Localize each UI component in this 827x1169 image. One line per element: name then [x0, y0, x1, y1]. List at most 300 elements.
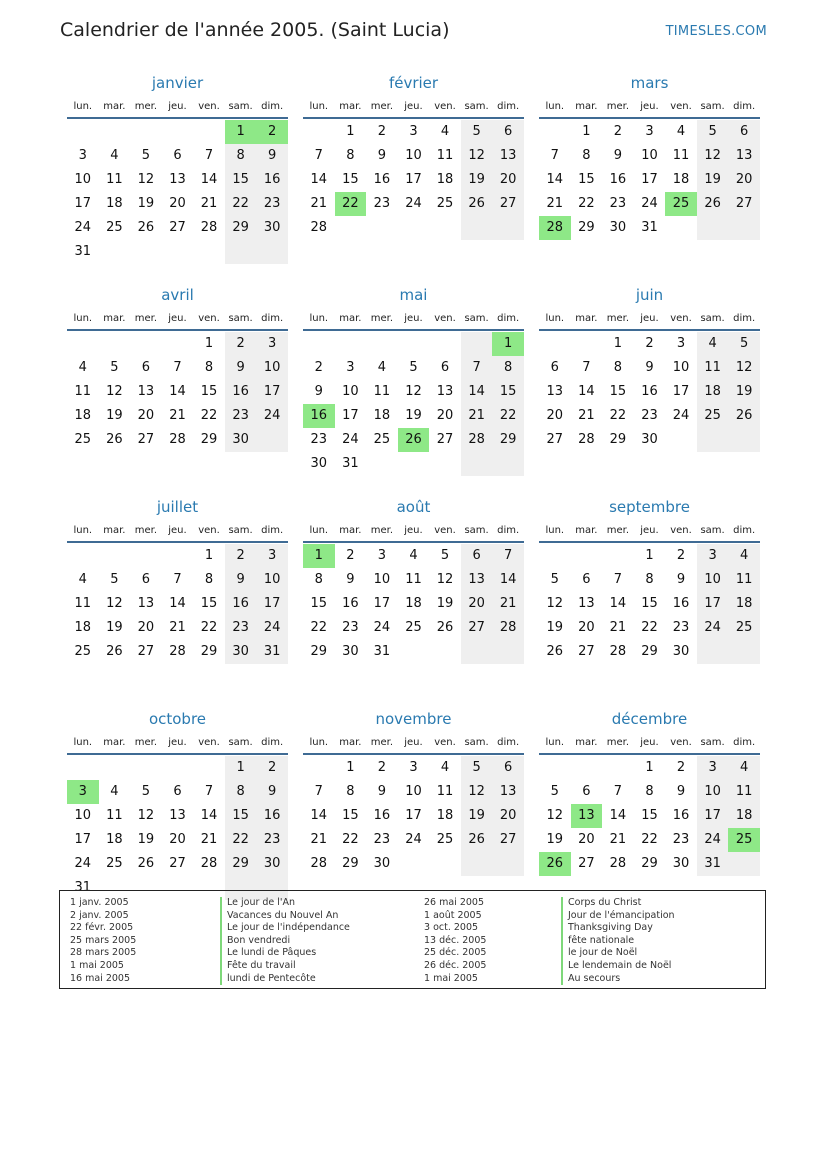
day: 20 [169, 196, 186, 211]
day: 11 [436, 148, 454, 163]
weekend-day: 24 [697, 616, 729, 640]
weekday-label: jeu. [168, 101, 187, 112]
weekend-day: 29 [492, 428, 524, 452]
day: 10 [672, 360, 690, 375]
weekend-day: 10 [256, 568, 288, 592]
day: 5 [110, 572, 119, 587]
day: 29 [578, 220, 595, 235]
legend-entry: Le lundi de Pâques [220, 947, 424, 960]
day: 15 [310, 596, 328, 611]
day: 22 [609, 408, 627, 423]
weekday-header [67, 520, 288, 543]
weekday-label: mar. [575, 737, 598, 748]
legend-names-right [561, 897, 761, 988]
holiday-day: 3 [67, 780, 99, 804]
empty-cell [162, 120, 194, 144]
weekend-day: 13 [461, 568, 493, 592]
day: 22 [200, 620, 218, 635]
day: 7 [613, 784, 623, 799]
site-link[interactable]: TIMESLES.COM [665, 24, 767, 39]
weekday-label: mar. [339, 737, 362, 748]
day: 2 [377, 760, 387, 775]
day: 5 [440, 548, 450, 563]
day: 4 [78, 572, 87, 587]
weekend-day: 4 [728, 756, 760, 780]
empty-cell [398, 640, 430, 664]
weekday-label: jeu. [640, 737, 659, 748]
day: 4 [377, 360, 387, 375]
days-grid [67, 756, 288, 900]
weekday-label: sam. [228, 737, 253, 748]
weekend-day: 2 [225, 544, 257, 568]
day: 23 [373, 196, 391, 211]
holiday-day: 28 [539, 216, 571, 240]
weekday-header [539, 732, 760, 755]
day: 16 [373, 808, 391, 823]
weekend-day: 21 [461, 404, 493, 428]
day: 21 [578, 408, 595, 423]
day: 21 [546, 196, 564, 211]
day: 22 [342, 832, 359, 847]
legend-entry: Jour de l'émancipation [561, 910, 761, 923]
legend-entry: 1 janv. 2005 [70, 897, 129, 908]
day: 14 [609, 596, 627, 611]
month-name: décembre [611, 710, 688, 728]
weekday-label: lun. [309, 525, 329, 536]
day: 2 [346, 548, 355, 563]
empty-cell [728, 852, 760, 876]
weekend-day: 17 [256, 380, 288, 404]
weekday-label: jeu. [404, 101, 423, 112]
weekend-day: 5 [728, 332, 760, 356]
day: 24 [641, 196, 658, 211]
empty-cell [162, 332, 194, 356]
day: 22 [641, 620, 658, 635]
empty-cell [130, 756, 162, 780]
day: 1 [645, 548, 654, 563]
empty-cell [602, 544, 634, 568]
weekday-label: dim. [261, 525, 284, 536]
empty-cell [99, 544, 131, 568]
day: 26 [137, 220, 155, 235]
month-name: février [388, 74, 439, 92]
day: 27 [137, 432, 155, 447]
month-name: mars [630, 74, 669, 92]
day: 7 [204, 148, 214, 163]
day: 11 [373, 384, 391, 399]
empty-cell [256, 240, 288, 264]
weekend-day: 27 [492, 828, 524, 852]
day: 18 [436, 808, 454, 823]
empty-cell [571, 756, 603, 780]
empty-cell [429, 452, 461, 476]
weekday-label: sam. [700, 525, 725, 536]
empty-cell [335, 216, 367, 240]
weekend-day: 26 [728, 404, 760, 428]
day: 23 [373, 832, 391, 847]
weekend-day: 22 [225, 828, 257, 852]
weekday-label: lun. [545, 313, 565, 324]
day: 8 [314, 572, 323, 587]
month-juin [539, 282, 760, 494]
empty-cell [162, 240, 194, 264]
empty-cell [461, 216, 493, 240]
weekday-label: sam. [464, 525, 489, 536]
day: 26 [546, 644, 564, 659]
legend-entry: Bon vendredi [220, 935, 424, 948]
day: 12 [546, 596, 564, 611]
month-septembre [539, 494, 760, 706]
weekday-label: lun. [545, 525, 565, 536]
day: 24 [373, 620, 391, 635]
empty-cell [429, 852, 461, 876]
weekday-label: ven. [198, 101, 220, 112]
day: 1 [582, 124, 591, 139]
weekend-day: 28 [461, 428, 493, 452]
holiday-day: 1 [225, 120, 257, 144]
weekday-header [303, 732, 524, 755]
month-name: septembre [609, 498, 690, 516]
empty-cell [398, 332, 430, 356]
day: 19 [546, 832, 564, 847]
empty-cell [130, 544, 162, 568]
day: 25 [405, 620, 422, 635]
legend-entry: 25 déc. 2005 [424, 947, 487, 959]
day: 3 [78, 148, 87, 163]
legend-entry: 25 mars 2005 [70, 934, 137, 946]
weekday-header [67, 732, 288, 755]
weekday-label: sam. [464, 101, 489, 112]
legend-entry: Vacances du Nouvel An [220, 910, 424, 923]
day: 25 [106, 856, 123, 871]
weekend-day: 5 [461, 756, 493, 780]
day: 9 [346, 572, 355, 587]
day: 9 [676, 572, 686, 587]
legend-entry: Le jour de l'An [220, 897, 424, 910]
day: 5 [550, 784, 559, 799]
weekend-day: 17 [697, 804, 729, 828]
day: 27 [436, 432, 454, 447]
day: 15 [578, 172, 595, 187]
day: 2 [377, 124, 387, 139]
day: 19 [546, 620, 564, 635]
day: 12 [106, 596, 123, 611]
day: 15 [200, 596, 218, 611]
empty-cell [539, 756, 571, 780]
day: 20 [578, 620, 595, 635]
day: 5 [409, 360, 418, 375]
weekday-label: ven. [434, 525, 456, 536]
weekday-label: mar. [103, 525, 126, 536]
day: 1 [204, 336, 214, 351]
day: 18 [405, 596, 422, 611]
weekday-label: dim. [261, 101, 284, 112]
day: 12 [546, 808, 564, 823]
weekday-label: ven. [670, 737, 692, 748]
day: 20 [546, 408, 564, 423]
weekend-day: 3 [697, 756, 729, 780]
day: 15 [609, 384, 627, 399]
day: 28 [169, 432, 186, 447]
legend-entry: 16 mai 2005 [70, 972, 131, 984]
day: 22 [578, 196, 595, 211]
page-title: Calendrier de l'année 2005. (Saint Lucia) [60, 19, 450, 41]
legend-entry: 28 mars 2005 [70, 947, 137, 959]
weekend-day: 27 [728, 192, 760, 216]
weekend-day: 26 [461, 828, 493, 852]
weekday-label: dim. [497, 313, 520, 324]
day: 13 [436, 384, 454, 399]
empty-cell [67, 544, 99, 568]
day: 18 [74, 620, 92, 635]
weekday-header [67, 96, 288, 119]
day: 17 [672, 384, 690, 399]
weekday-label: sam. [228, 525, 253, 536]
days-grid [303, 332, 524, 476]
legend-entry: le jour de Noël [561, 947, 761, 960]
legend-entry: 1 août 2005 [424, 909, 482, 921]
empty-cell [539, 544, 571, 568]
day: 23 [641, 408, 658, 423]
legend-entry: 3 oct. 2005 [424, 922, 479, 934]
day: 1 [645, 760, 654, 775]
weekday-label: mer. [134, 737, 158, 748]
empty-cell [303, 332, 335, 356]
weekend-day: 3 [697, 544, 729, 568]
weekday-label: dim. [261, 313, 284, 324]
weekday-header [539, 308, 760, 331]
day: 21 [200, 832, 218, 847]
weekday-label: sam. [700, 101, 725, 112]
weekday-label: lun. [309, 737, 329, 748]
empty-cell [130, 332, 162, 356]
weekday-label: mar. [103, 101, 126, 112]
days-grid [67, 544, 288, 664]
day: 11 [405, 572, 422, 587]
empty-cell [99, 120, 131, 144]
weekday-label: lun. [545, 737, 565, 748]
weekday-label: mer. [370, 737, 394, 748]
empty-cell [665, 216, 697, 240]
empty-cell [429, 332, 461, 356]
day: 10 [641, 148, 658, 163]
empty-cell [665, 428, 697, 452]
weekday-label: mar. [103, 737, 126, 748]
weekend-day: 20 [492, 168, 524, 192]
legend-entry: lundi de Pentecôte [220, 973, 424, 986]
holiday-day: 1 [303, 544, 335, 568]
empty-cell [193, 240, 225, 264]
day: 10 [405, 148, 422, 163]
day: 14 [310, 808, 328, 823]
day: 6 [440, 360, 450, 375]
weekend-day: 13 [492, 144, 524, 168]
empty-cell [728, 216, 760, 240]
weekend-day: 6 [492, 756, 524, 780]
weekend-day: 31 [256, 640, 288, 664]
month-name: novembre [375, 710, 452, 728]
day: 8 [582, 148, 591, 163]
day: 7 [204, 784, 214, 799]
weekend-day: 12 [461, 780, 493, 804]
empty-cell [67, 756, 99, 780]
weekend-day: 22 [225, 192, 257, 216]
legend-entry: 26 mai 2005 [424, 897, 485, 908]
weekday-label: mar. [339, 313, 362, 324]
day: 31 [641, 220, 658, 235]
day: 9 [676, 784, 686, 799]
weekend-day: 27 [461, 616, 493, 640]
weekend-day: 21 [492, 592, 524, 616]
day: 23 [672, 832, 690, 847]
day: 29 [641, 856, 658, 871]
weekend-day: 7 [492, 544, 524, 568]
weekday-label: lun. [309, 101, 329, 112]
weekday-label: sam. [464, 737, 489, 748]
weekend-day: 12 [728, 356, 760, 380]
weekday-label: mar. [339, 525, 362, 536]
day: 19 [106, 620, 123, 635]
day: 29 [200, 644, 218, 659]
day: 12 [436, 572, 454, 587]
day: 20 [137, 408, 155, 423]
day: 4 [676, 124, 686, 139]
legend-entry: 26 déc. 2005 [424, 959, 487, 971]
day: 3 [645, 124, 654, 139]
day: 28 [310, 856, 328, 871]
day: 21 [609, 832, 627, 847]
weekend-day: 25 [728, 616, 760, 640]
weekend-day: 17 [697, 592, 729, 616]
days-grid [303, 756, 524, 876]
weekend-day: 16 [225, 380, 257, 404]
weekend-day: 29 [225, 852, 257, 876]
weekday-label: lun. [73, 525, 93, 536]
month-mars [539, 70, 760, 282]
day: 18 [436, 172, 454, 187]
holiday-day: 25 [728, 828, 760, 852]
weekday-label: mer. [134, 313, 158, 324]
day: 29 [641, 644, 658, 659]
day: 24 [405, 196, 422, 211]
month-décembre [539, 706, 760, 918]
months-grid [67, 70, 760, 918]
day: 11 [672, 148, 690, 163]
day: 24 [74, 220, 92, 235]
weekday-label: dim. [733, 737, 756, 748]
day: 3 [409, 760, 418, 775]
weekday-label: jeu. [640, 313, 659, 324]
empty-cell [193, 756, 225, 780]
day: 25 [74, 432, 92, 447]
weekend-day: 19 [728, 380, 760, 404]
day: 26 [106, 432, 123, 447]
day: 22 [200, 408, 218, 423]
day: 16 [609, 172, 627, 187]
empty-cell [492, 852, 524, 876]
day: 25 [436, 196, 454, 211]
day: 3 [377, 548, 387, 563]
day: 23 [609, 196, 627, 211]
empty-cell [539, 332, 571, 356]
weekend-day: 31 [697, 852, 729, 876]
month-août [303, 494, 524, 706]
weekday-label: sam. [700, 737, 725, 748]
weekday-label: lun. [309, 313, 329, 324]
day: 18 [373, 408, 391, 423]
weekday-label: ven. [670, 313, 692, 324]
day: 14 [169, 384, 186, 399]
day: 8 [645, 572, 654, 587]
day: 2 [676, 760, 686, 775]
weekend-day: 11 [728, 780, 760, 804]
days-grid [539, 756, 760, 876]
day: 27 [578, 856, 595, 871]
weekday-label: dim. [497, 737, 520, 748]
day: 9 [377, 148, 387, 163]
day: 15 [200, 384, 218, 399]
day: 27 [578, 644, 595, 659]
empty-cell [697, 640, 729, 664]
weekend-day: 23 [256, 192, 288, 216]
weekday-header [303, 520, 524, 543]
month-name: mai [399, 286, 428, 304]
day: 14 [310, 172, 328, 187]
empty-cell [697, 216, 729, 240]
empty-cell [461, 640, 493, 664]
weekday-label: mer. [606, 313, 630, 324]
day: 10 [74, 172, 92, 187]
day: 11 [436, 784, 454, 799]
day: 28 [169, 644, 186, 659]
day: 30 [342, 644, 359, 659]
day: 7 [582, 360, 591, 375]
empty-cell [130, 120, 162, 144]
empty-cell [67, 120, 99, 144]
day: 13 [137, 596, 155, 611]
days-grid [303, 120, 524, 240]
weekend-day: 9 [225, 568, 257, 592]
weekend-day: 24 [697, 828, 729, 852]
weekend-day: 27 [492, 192, 524, 216]
day: 13 [546, 384, 564, 399]
empty-cell [162, 544, 194, 568]
weekday-label: mer. [370, 313, 394, 324]
day: 20 [169, 832, 186, 847]
days-grid [539, 120, 760, 240]
day: 2 [676, 548, 686, 563]
day: 9 [645, 360, 654, 375]
day: 7 [613, 572, 623, 587]
month-name: juillet [156, 498, 199, 516]
weekend-day: 6 [492, 120, 524, 144]
weekend-day: 18 [728, 804, 760, 828]
day: 3 [346, 360, 355, 375]
day: 6 [550, 360, 559, 375]
month-juillet [67, 494, 288, 706]
day: 14 [200, 172, 218, 187]
day: 29 [200, 432, 218, 447]
day: 17 [405, 172, 422, 187]
weekday-label: mer. [134, 525, 158, 536]
weekday-label: mer. [606, 101, 630, 112]
weekday-label: dim. [497, 101, 520, 112]
day: 19 [436, 596, 454, 611]
weekend-day: 30 [256, 852, 288, 876]
day: 17 [641, 172, 658, 187]
legend-entry: 1 mai 2005 [70, 959, 124, 971]
legend-entry: Corps du Christ [561, 897, 761, 910]
